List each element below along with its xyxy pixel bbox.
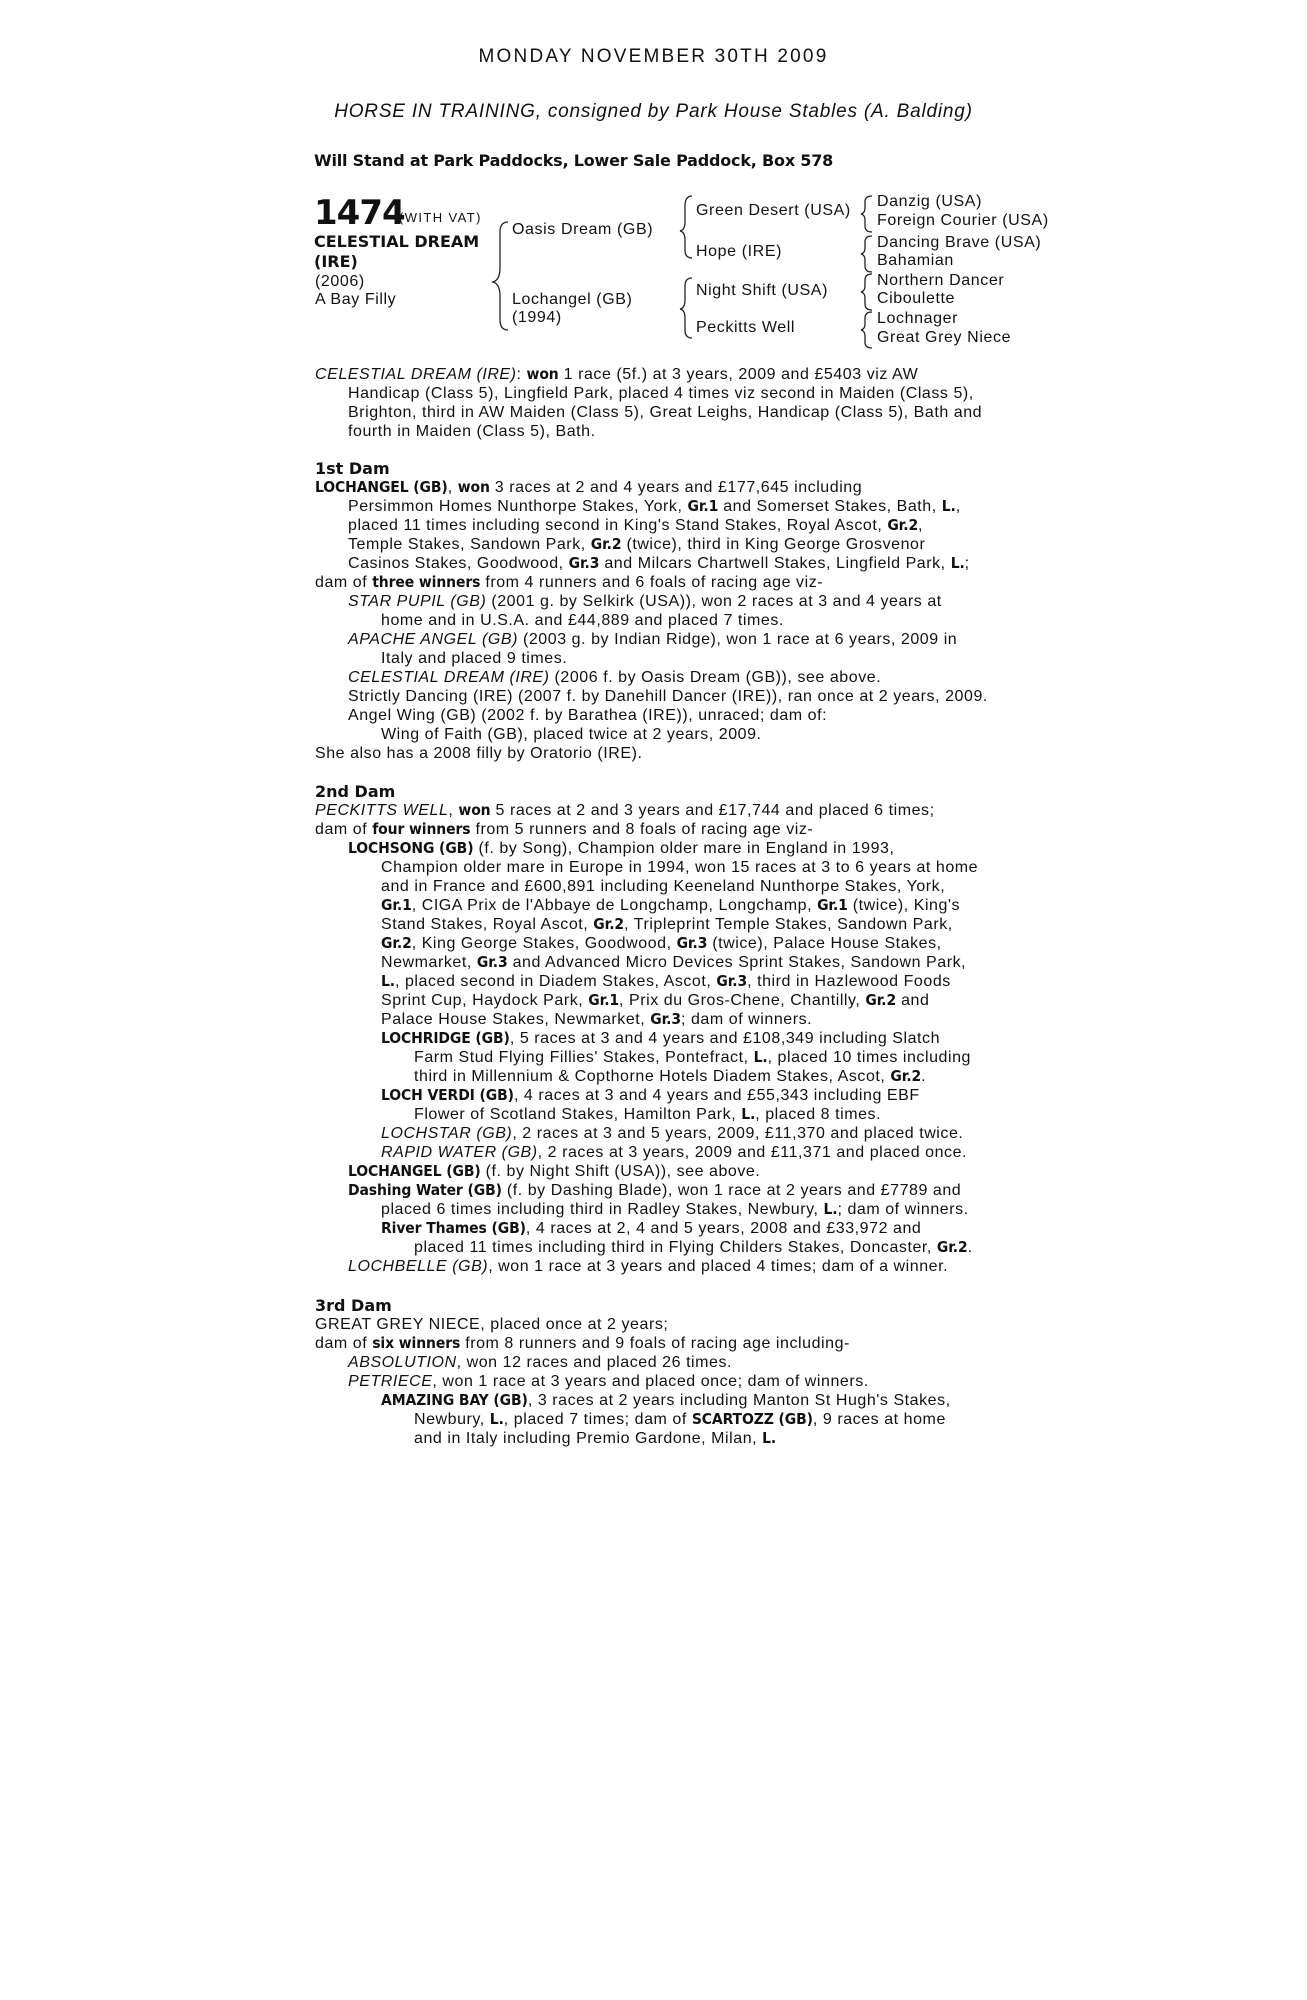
produce-2-cont: Italy and placed 9 times. [381, 650, 568, 667]
lochridge-line-3: third in Millennium & Copthorne Hotels Diadem Stakes, Ascot, Gr.2. [414, 1067, 927, 1085]
sire-sire-dam: Foreign Courier (USA) [877, 212, 1049, 229]
dashingwater-line-1: Dashing Water (GB) (f. by Dashing Blade), won 1 race at 2 years and £7789 and [348, 1181, 962, 1199]
dam1-line-2: Persimmon Homes Nunthorpe Stakes, York, Gr.1 and Somerset Stakes, Bath, L., [348, 497, 961, 515]
dam2-line-2: dam of four winners from 5 runners and 8 foals of racing age viz- [315, 820, 814, 838]
sire-dam-sire: Dancing Brave (USA) [877, 234, 1042, 251]
lochsong-line-3: and in France and £600,891 including Keeneland Nunthorpe Stakes, York, [381, 878, 946, 895]
produce-1: STAR PUPIL (GB) (2001 g. by Selkirk (USA)), won 2 races at 3 and 4 years at [348, 593, 942, 610]
intro-line-3: Brighton, third in AW Maiden (Class 5), Great Leighs, Handicap (Class 5), Bath and [348, 404, 983, 421]
sire-sire: Green Desert (USA) [696, 202, 851, 219]
riverthames-line-2: placed 11 times including third in Flying Childers Stakes, Doncaster, Gr.2. [414, 1238, 973, 1256]
amazingbay-line-2: Newbury, L., placed 7 times; dam of SCARTOZZ (GB), 9 races at home [414, 1410, 946, 1428]
riverthames-line-1: River Thames (GB), 4 races at 2, 4 and 5 years, 2008 and £33,972 and [381, 1219, 922, 1237]
lochverdi-line-1: LOCH VERDI (GB), 4 races at 3 and 4 years and £55,343 including EBF [381, 1086, 920, 1104]
main-brace [493, 222, 508, 330]
dam1-line-4: Temple Stakes, Sandown Park, Gr.2 (twice), third in King George Grosvenor [348, 535, 926, 553]
produce-5: Angel Wing (GB) (2002 f. by Barathea (IRE)), unraced; dam of: [348, 707, 828, 724]
dam3-line-2: dam of six winners from 8 runners and 9 foals of racing age including- [315, 1334, 850, 1352]
lochangel-line: LOCHANGEL (GB) (f. by Night Shift (USA)), see above. [348, 1162, 761, 1180]
petriece-line: PETRIECE, won 1 race at 3 years and placed once; dam of winners. [348, 1373, 869, 1390]
third-dam-heading: 3rd Dam [315, 1296, 392, 1315]
lochbelle-line: LOCHBELLE (GB), won 1 race at 3 years and placed 4 times; dam of a winner. [348, 1258, 949, 1275]
dam-brace [680, 278, 692, 338]
lochsong-line-9: Sprint Cup, Haydock Park, Gr.1, Prix du Gros-Chene, Chantilly, Gr.2 and [381, 991, 930, 1009]
produce-5-cont: Wing of Faith (GB), placed twice at 2 years, 2009. [381, 726, 762, 743]
dam-sire-sire: Northern Dancer [877, 272, 1005, 289]
dam-dam-dam: Great Grey Niece [877, 329, 1012, 346]
brace-sd [861, 236, 872, 272]
horse-name-line2: (IRE) [314, 252, 358, 271]
brace-dd [861, 312, 872, 348]
rapidwater-line: RAPID WATER (GB), 2 races at 3 years, 2009 and £11,371 and placed once. [381, 1144, 968, 1161]
pedigree-braces [0, 0, 1307, 360]
horse-description: A Bay Filly [315, 291, 397, 308]
dam1-line-3: placed 11 times including second in King's Stand Stakes, Royal Ascot, Gr.2, [348, 516, 924, 534]
first-dam-heading: 1st Dam [315, 459, 390, 478]
dam-year: (1994) [512, 309, 562, 326]
dam2-line-1: PECKITTS WELL, won 5 races at 2 and 3 years and £17,744 and placed 6 times; [315, 801, 935, 819]
lochsong-line-1: LOCHSONG (GB) (f. by Song), Champion older mare in England in 1993, [348, 839, 895, 857]
lochverdi-line-2: Flower of Scotland Stakes, Hamilton Park, L., placed 8 times. [414, 1105, 882, 1123]
sire-brace [680, 196, 692, 258]
lochstar-line: LOCHSTAR (GB), 2 races at 3 and 5 years, 2009, £11,370 and placed twice. [381, 1125, 964, 1142]
dam1-line-1: LOCHANGEL (GB), won 3 races at 2 and 4 years and £177,645 including [315, 478, 863, 496]
sale-date: MONDAY NOVEMBER 30TH 2009 [478, 46, 829, 67]
lochridge-line-1: LOCHRIDGE (GB), 5 races at 3 and 4 years and £108,349 including Slatch [381, 1029, 941, 1047]
amazingbay-line-3: and in Italy including Premio Gardone, Milan, L. [414, 1429, 777, 1447]
produce-3: CELESTIAL DREAM (IRE) (2006 f. by Oasis Dream (GB)), see above. [348, 669, 882, 686]
produce-4: Strictly Dancing (IRE) (2007 f. by Danehill Dancer (IRE)), ran once at 2 years, 2009. [348, 688, 988, 705]
amazingbay-line-1: AMAZING BAY (GB), 3 races at 2 years including Manton St Hugh's Stakes, [381, 1391, 951, 1409]
dam-sire: Night Shift (USA) [696, 282, 829, 299]
horse-name-line1: CELESTIAL DREAM [314, 232, 480, 251]
sire: Oasis Dream (GB) [512, 221, 654, 238]
absolution-line: ABSOLUTION, won 12 races and placed 26 times. [348, 1354, 733, 1371]
dam1-also: She also has a 2008 filly by Oratorio (IRE). [315, 745, 643, 762]
foaling-year: (2006) [315, 273, 365, 290]
dam-sire-dam: Ciboulette [877, 290, 956, 307]
second-dam-heading: 2nd Dam [315, 782, 396, 801]
vat-label: (WITH VAT) [399, 210, 482, 225]
lochsong-line-4: Gr.1, CIGA Prix de l'Abbaye de Longchamp, Longchamp, Gr.1 (twice), King's [381, 896, 961, 914]
lochsong-line-2: Champion older mare in Europe in 1994, won 15 races at 3 to 6 years at home [381, 859, 979, 876]
dam1-line-6: dam of three winners from 4 runners and 6 foals of racing age viz- [315, 573, 824, 591]
dam3-line-1: GREAT GREY NIECE, placed once at 2 years; [315, 1316, 669, 1333]
lochsong-line-10: Palace House Stakes, Newmarket, Gr.3; dam of winners. [381, 1010, 813, 1028]
intro-line-4: fourth in Maiden (Class 5), Bath. [348, 423, 596, 440]
produce-1-cont: home and in U.S.A. and £44,889 and placed 7 times. [381, 612, 784, 629]
lochridge-line-2: Farm Stud Flying Fillies' Stakes, Pontefract, L., placed 10 times including [414, 1048, 971, 1066]
stand-location: Will Stand at Park Paddocks, Lower Sale Paddock, Box 578 [314, 151, 834, 170]
dam: Lochangel (GB) [512, 291, 633, 308]
dam-dam-sire: Lochnager [877, 310, 959, 327]
brace-ss [861, 196, 872, 232]
intro-line-1: CELESTIAL DREAM (IRE): won 1 race (5f.) at 3 years, 2009 and £5403 viz AW [315, 365, 919, 383]
lochsong-line-8: L., placed second in Diadem Stakes, Ascot, Gr.3, third in Hazlewood Foods [381, 972, 951, 990]
sire-dam-dam: Bahamian [877, 252, 954, 269]
sire-sire-sire: Danzig (USA) [877, 193, 983, 210]
lochsong-line-7: Newmarket, Gr.3 and Advanced Micro Devices Sprint Stakes, Sandown Park, [381, 953, 967, 971]
produce-2: APACHE ANGEL (GB) (2003 g. by Indian Ridge), won 1 race at 6 years, 2009 in [348, 631, 958, 648]
lot-type-line: HORSE IN TRAINING, consigned by Park House Stables (A. Balding) [334, 101, 973, 122]
lot-number: 1474 [314, 193, 405, 233]
brace-ds [861, 274, 872, 310]
dam-dam: Peckitts Well [696, 319, 796, 336]
intro-line-2: Handicap (Class 5), Lingfield Park, placed 4 times viz second in Maiden (Class 5), [348, 385, 974, 402]
lochsong-line-6: Gr.2, King George Stakes, Goodwood, Gr.3 (twice), Palace House Stakes, [381, 934, 942, 952]
dam1-line-5: Casinos Stakes, Goodwood, Gr.3 and Milcars Chartwell Stakes, Lingfield Park, L.; [348, 554, 970, 572]
lochsong-line-5: Stand Stakes, Royal Ascot, Gr.2, Tripleprint Temple Stakes, Sandown Park, [381, 915, 953, 933]
sire-dam: Hope (IRE) [696, 243, 783, 260]
dashingwater-line-2: placed 6 times including third in Radley Stakes, Newbury, L.; dam of winners. [381, 1200, 969, 1218]
